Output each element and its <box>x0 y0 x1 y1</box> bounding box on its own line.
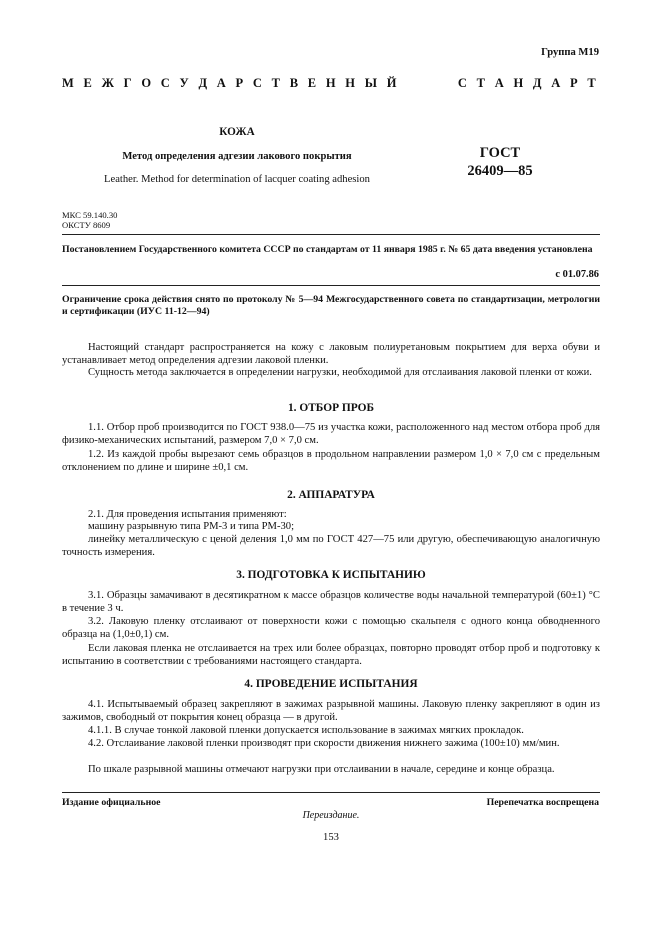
clause-3-2: 3.2. Лаковую пленку отслаивают от поверхности кожи с помощью скальпеля с одного конца обводненного образца на (1,0±0,1) см. <box>62 616 600 640</box>
decree-text: Постановлением Государственного комитета СССР по стандартам от 11 января 1985 г. № 65 дата введения установлена <box>62 244 593 255</box>
reissue-label: Переиздание. <box>302 810 360 821</box>
section-4-heading: 4. ПРОВЕДЕНИЕ ИСПЫТАНИЯ <box>244 678 418 690</box>
clause-4-1-1: 4.1.1. В случае тонкой лаковой пленки допускается использование в зажимах мягких прокладок. <box>88 725 524 736</box>
mks-code: МКС 59.140.30 <box>62 210 118 220</box>
page-number: 153 <box>323 832 339 843</box>
clause-2-1: 2.1. Для проведения испытания применяют: <box>88 509 287 520</box>
standard-banner-right: С Т А Н Д А Р Т <box>457 76 599 90</box>
clause-1-2: 1.2. Из каждой пробы вырезают семь образцов в продольном направлении размером 1,0 × 7,0 см с предельным отклонением по длине и ширине ±0,1 см. <box>62 449 600 473</box>
clause-4-2: 4.2. Отслаивание лаковой пленки производят при скорости движения нижнего зажима (100±10) мм/мин. <box>88 738 560 749</box>
equipment-item-2: линейку металлическую с ценой деления 1,0 мм по ГОСТ 427—75 или другую, обеспечивающую аналогичную точность измерения. <box>62 534 600 558</box>
doc-subtitle: Метод определения адгезии лакового покрытия <box>122 151 352 162</box>
reprint-prohibited-label: Перепечатка воспрещена <box>486 797 599 808</box>
equipment-item-1: машину разрывную типа РМ-3 и типа РМ-30; <box>88 521 295 532</box>
clause-3-1: 3.1. Образцы замачивают в десятикратном к массе образцов количестве воды начальной температурой (60±1) °С в течение 3 ч. <box>62 590 600 614</box>
intro-paragraph-2: Сущность метода заключается в определении нагрузки, необходимой для отслаивания лаковой пленки от кожи. <box>88 367 592 378</box>
doc-title: КОЖА <box>219 126 255 138</box>
restriction-text: Ограничение срока действия снято по протоколу № 5—94 Межгосударственного совета по стандартизации, метрологии и сертификации (ИУС 11-12—94) <box>62 294 600 317</box>
date-divider <box>62 285 600 286</box>
clause-4-2-note: По шкале разрывной машины отмечают нагрузки при отслаивании в начале, середине и конце образца. <box>88 764 555 775</box>
section-1-heading: 1. ОТБОР ПРОБ <box>287 402 375 414</box>
section-3-heading: 3. ПОДГОТОВКА К ИСПЫТАНИЮ <box>236 569 426 581</box>
official-edition-label: Издание официальное <box>62 797 161 808</box>
clause-3-note: Если лаковая пленка не отслаивается на трех или более образцах, повторно проводят отбор проб и подготовку к испытанию в соответствии с требованиями настоящего стандарта. <box>62 643 600 667</box>
intro-paragraph-1: Настоящий стандарт распространяется на кожу с лаковым полиуретановым покрытием для верха обуви и устанавливает метод определения адгезии лаковой пленки. <box>62 342 600 366</box>
effective-date: с 01.07.86 <box>555 269 599 280</box>
gost-label: ГОСТ <box>479 145 521 161</box>
group-label: Группа М19 <box>541 47 599 58</box>
meta-divider <box>62 234 600 235</box>
footer-divider <box>62 792 600 793</box>
doc-english-title: Leather. Method for determination of lacquer coating adhesion <box>104 174 370 185</box>
standard-banner-left: М Е Ж Г О С У Д А Р С Т В Е Н Н Ы Й <box>62 76 400 90</box>
clause-4-1: 4.1. Испытываемый образец закрепляют в зажимах разрывной машины. Лаковую пленку закрепляют в один из зажимов, свободный от покрытия конец образца — в другой. <box>62 699 600 723</box>
okstu-code: ОКСТУ 8609 <box>62 220 111 230</box>
gost-number: 26409—85 <box>467 163 533 179</box>
section-2-heading: 2. АППАРАТУРА <box>287 489 375 501</box>
clause-1-1: 1.1. Отбор проб производится по ГОСТ 938.0—75 из участка кожи, расположенного над местом отбора проб для физико-механических испытаний, размером 7,0 × 7,0 см. <box>62 422 600 446</box>
